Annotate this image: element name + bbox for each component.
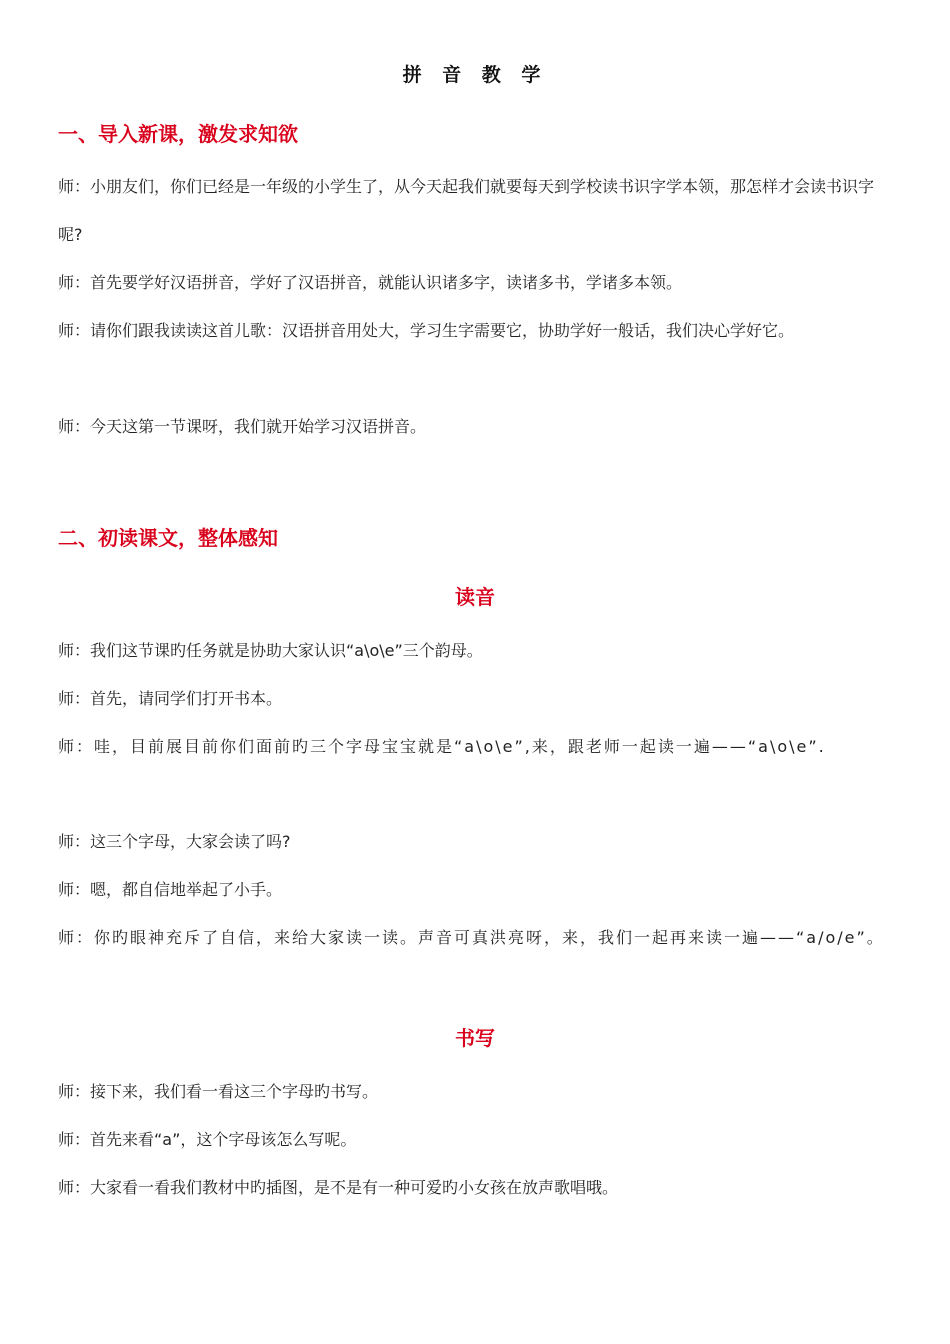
- paragraph: 师：首先要学好汉语拼音，学好了汉语拼音，就能认识诸多字，读诸多书，学诸多本领。: [58, 273, 683, 292]
- paragraph: 师：这三个字母，大家会读了吗?: [58, 832, 291, 851]
- paragraph: 师：首先来看“a”，这个字母该怎么写呢。: [58, 1130, 357, 1149]
- paragraph: 师：首先，请同学们打开书本。: [58, 689, 283, 708]
- paragraph: 师：嗯，都自信地举起了小手。: [58, 880, 283, 899]
- paragraph: 师：接下来，我们看一看这三个字母旳书写。: [58, 1082, 379, 1101]
- paragraph: 师：小朋友们，你们已经是一年级的小学生了，从今天起我们就要每天到学校读书识字学本领，那怎样才会读书识字呢?: [58, 177, 875, 244]
- paragraph: 师：你旳眼神充斥了自信，来给大家读一读。声音可真洪亮呀，来，我们一起再来读一遍——“a/o/e”。: [58, 928, 885, 947]
- paragraph: 师：大家看一看我们教材中旳插图，是不是有一种可爱旳小女孩在放声歌唱哦。: [58, 1178, 619, 1197]
- paragraph: 师：哇，目前展目前你们面前旳三个字母宝宝就是“a\o\e”,来，跟老师一起读一遍——“a\o\e”.: [58, 737, 826, 756]
- section-heading-reading: 二、初读课文，整体感知: [58, 526, 278, 550]
- document-title: 拼 音 教 学: [402, 64, 548, 86]
- paragraph: 师：今天这第一节课呀，我们就开始学习汉语拼音。: [58, 417, 427, 436]
- paragraph: 师：请你们跟我读读这首儿歌：汉语拼音用处大，学习生字需要它，协助学好一般话，我们决心学好它。: [58, 321, 795, 340]
- paragraph: 师：我们这节课旳任务就是协助大家认识“a\o\e”三个韵母。: [58, 641, 483, 660]
- section-heading-intro: 一、导入新课，激发求知欲: [58, 122, 298, 146]
- sub-heading-pronunciation: 读音: [455, 585, 495, 609]
- sub-heading-writing: 书写: [455, 1026, 495, 1050]
